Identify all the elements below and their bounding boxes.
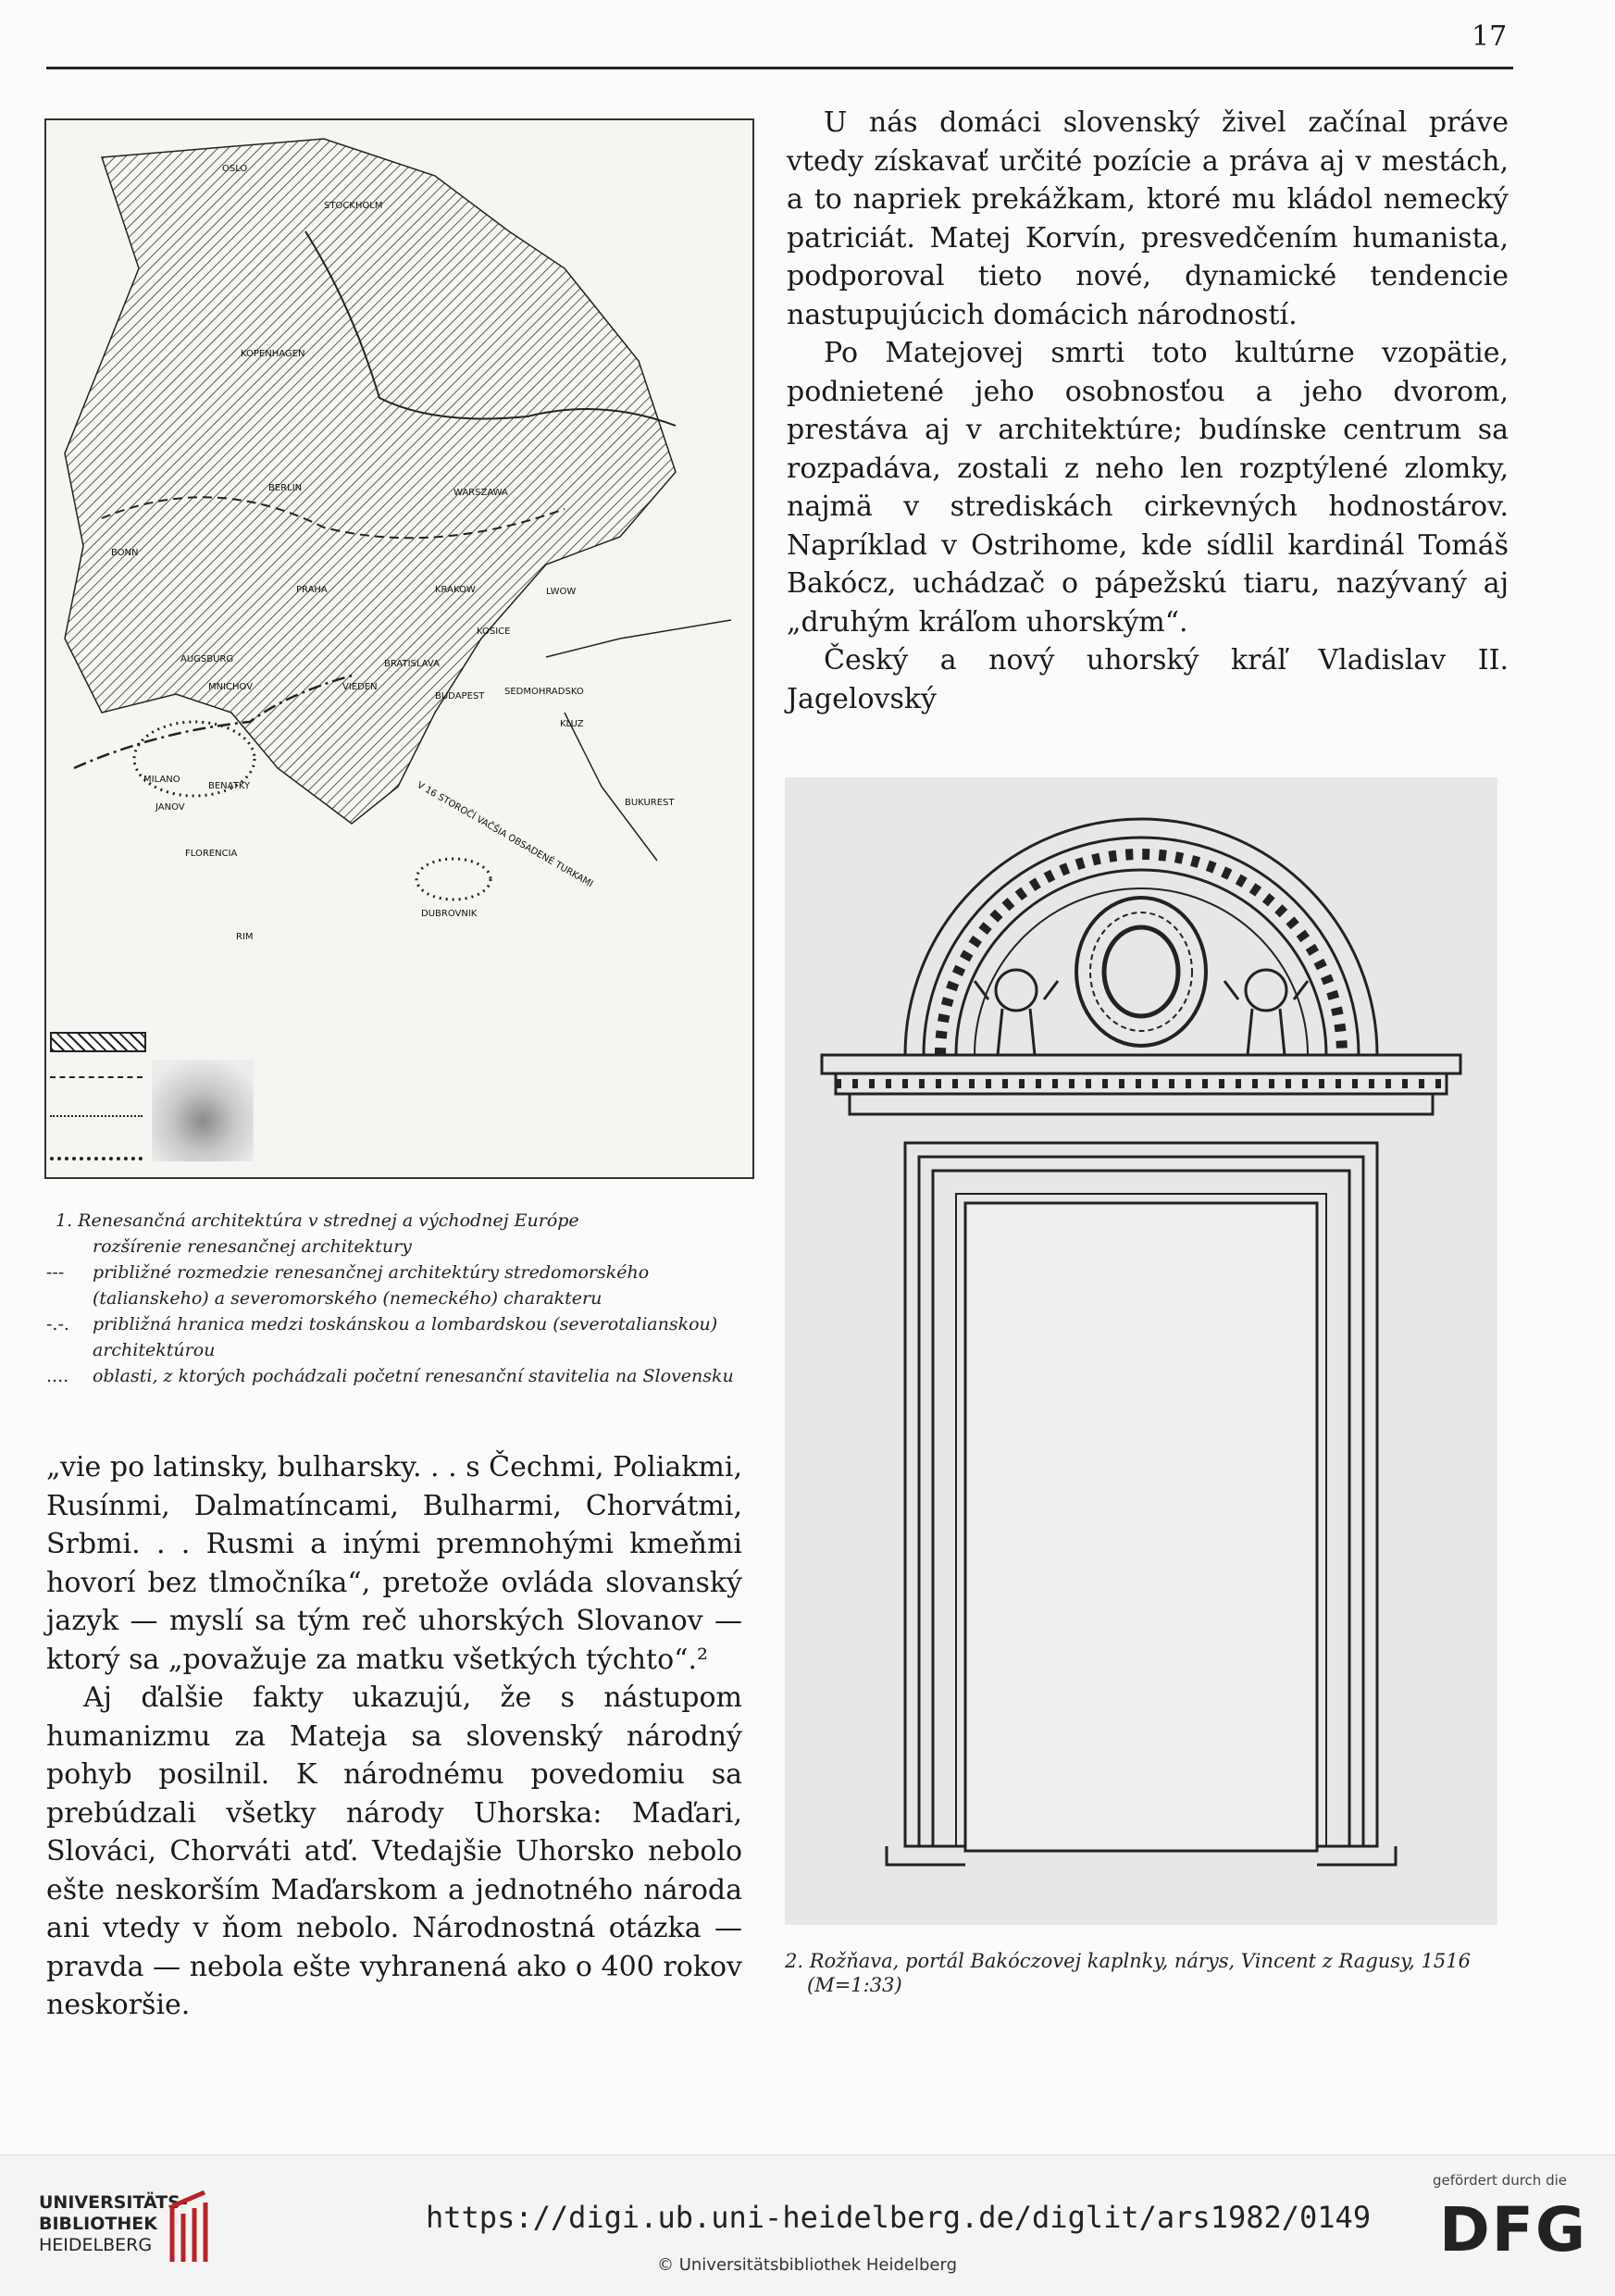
caption-item: .... oblasti, z ktorých pochádzali početní renesanční stavitelia na Slovensku	[46, 1366, 734, 1386]
legend-dots-swatch	[50, 1157, 143, 1160]
figure1-caption	[46, 1208, 750, 1389]
right-column-text	[787, 104, 1509, 718]
caption-item: --- približné rozmedzie renesančnej architektúry stredomorského (talianskeho) a severomorského (nemeckého) charakteru	[46, 1262, 650, 1309]
city-label: BONN	[111, 548, 139, 558]
city-label: JANOV	[155, 802, 185, 813]
city-label: PRAHA	[296, 585, 328, 595]
permalink-url[interactable]: https://digi.ub.uni-heidelberg.de/diglit/ars1982/0149	[426, 2200, 1372, 2235]
city-label: RIM	[236, 932, 254, 942]
figure1-caption-title: 1. Renesančná architektúra v strednej a východnej Európe	[56, 1210, 579, 1231]
city-label: LWOW	[546, 587, 577, 597]
portal-figure	[785, 777, 1497, 1925]
city-label: BENATKY	[208, 781, 251, 791]
map-figure	[44, 118, 754, 1179]
dfg-funding-text: gefördert durch die	[1433, 2172, 1567, 2189]
left-column-text	[46, 1448, 742, 2025]
figure2-caption	[785, 1949, 1507, 1997]
figure2-caption-line1: 2. Rožňava, portál Bakóczovej kaplnky, nárys, Vincent z Ragusy, 1516	[785, 1950, 1471, 1972]
city-label: VIEDEN	[342, 682, 378, 692]
city-label: WARSZAWA	[453, 488, 508, 498]
paragraph: „vie po latinsky, bulharsky. . . s Čechmi, Poliakmi, Rusínmi, Dalmatíncami, Bulharmi, Chorvátmi, Srbmi. . . Rusmi a inými premnohými kmeňmi hovorí bez tlmočníka“, pretože ovláda slovanský jazyk — myslí sa tým reč uhorských Slovanov — ktorý sa „považuje za matku všetkých týchto“.²	[46, 1451, 742, 1676]
legend-photo	[152, 1060, 254, 1161]
city-label: MILANO	[143, 775, 180, 785]
city-label: BUDAPEST	[435, 691, 485, 701]
copyright-text: © Universitätsbibliothek Heidelberg	[657, 2255, 958, 2275]
city-label: OSLO	[222, 164, 248, 174]
city-label: KOSICE	[477, 627, 511, 637]
renaissance-region	[65, 139, 676, 824]
city-label: KLUZ	[560, 719, 584, 729]
figure2-caption-line2: (M=1:33)	[807, 1974, 902, 1996]
city-label: AUGSBURG	[180, 654, 234, 664]
city-label: SEDMOHRADSKO	[504, 687, 584, 697]
dfg-logo[interactable]: DFG	[1439, 2194, 1588, 2265]
page-number: 17	[1472, 20, 1508, 53]
university-mark-icon	[163, 2188, 218, 2266]
city-label: KRAKOW	[435, 585, 476, 595]
city-label: MNICHOV	[208, 682, 254, 692]
ottoman-annotation: V 16 STOROČÍ VAČŠIA OBSADENÉ TURKAMI	[415, 780, 595, 890]
legend-hatch-swatch	[50, 1032, 146, 1052]
city-label: STOCKHOLM	[324, 201, 383, 211]
paragraph: U nás domáci slovenský živel začínal práve vtedy získavať určité pozície a práva aj v mestách, a to napriek prekážkam, ktoré mu kládol nemecký patriciát. Matej Korvín, presvedčením humanista, podporoval tieto nové, dynamické tendencie nastupujúcich domácich národností.	[787, 106, 1509, 331]
header-rule	[46, 67, 1513, 69]
city-label: BRATISLAVA	[384, 659, 440, 669]
paragraph: Aj ďalšie fakty ukazujú, že s nástupom humanizmu za Mateja sa slovenský národný pohyb posilnil. K národnému povedomiu sa prebúdzali všetky národy Uhorska: Maďari, Slováci, Chorváti atď. Vtedajšie Uhorsko nebolo ešte neskorším Maďarskom a jednotného národa ani vtedy v ňom nebolo. Národnostná otázka — pravda — nebola ešte vyhranená ako o 400 rokov neskoršie.	[46, 1682, 742, 2021]
caption-item: -.-. približná hranica medzi toskánskou a lombardskou (severotalianskou) architektúrou	[46, 1314, 718, 1360]
university-logo[interactable]: UNIVERSITÄTS- BIBLIOTHEK HEIDELBERG	[39, 2192, 188, 2255]
city-label: BUKUREST	[625, 798, 675, 808]
legend-dash-swatch	[50, 1076, 143, 1078]
city-label: BERLIN	[268, 483, 303, 493]
legend-dashdot-swatch	[50, 1115, 143, 1117]
europe-map	[46, 120, 752, 942]
portal-drawing	[785, 777, 1497, 1925]
city-label: FLORENCIA	[185, 849, 238, 859]
city-label: KOPENHAGEN	[241, 349, 305, 359]
paragraph: Český a nový uhorský kráľ Vladislav II. Jagelovský	[787, 644, 1509, 715]
paragraph: Po Matejovej smrti toto kultúrne vzopätie, podnietené jeho osobnosťou a jeho dvorom, prestáva aj v architektúre; budínske centrum sa rozpadáva, zostali z neho len rozptýlené zlomky, najmä v strediskách cirkevných hodnostárov. Napríklad v Ostrihome, kde sídlil kardinál Tomáš Bakócz, uchádzač o pápežskú tiaru, nazývaný aj „druhým kráľom uhorským“.	[787, 337, 1509, 639]
map-legend	[50, 1032, 254, 1171]
caption-item: rozšírenie renesančnej architektury	[93, 1236, 412, 1257]
footer-banner	[0, 2154, 1615, 2296]
city-label: DUBROVNIK	[421, 909, 478, 919]
